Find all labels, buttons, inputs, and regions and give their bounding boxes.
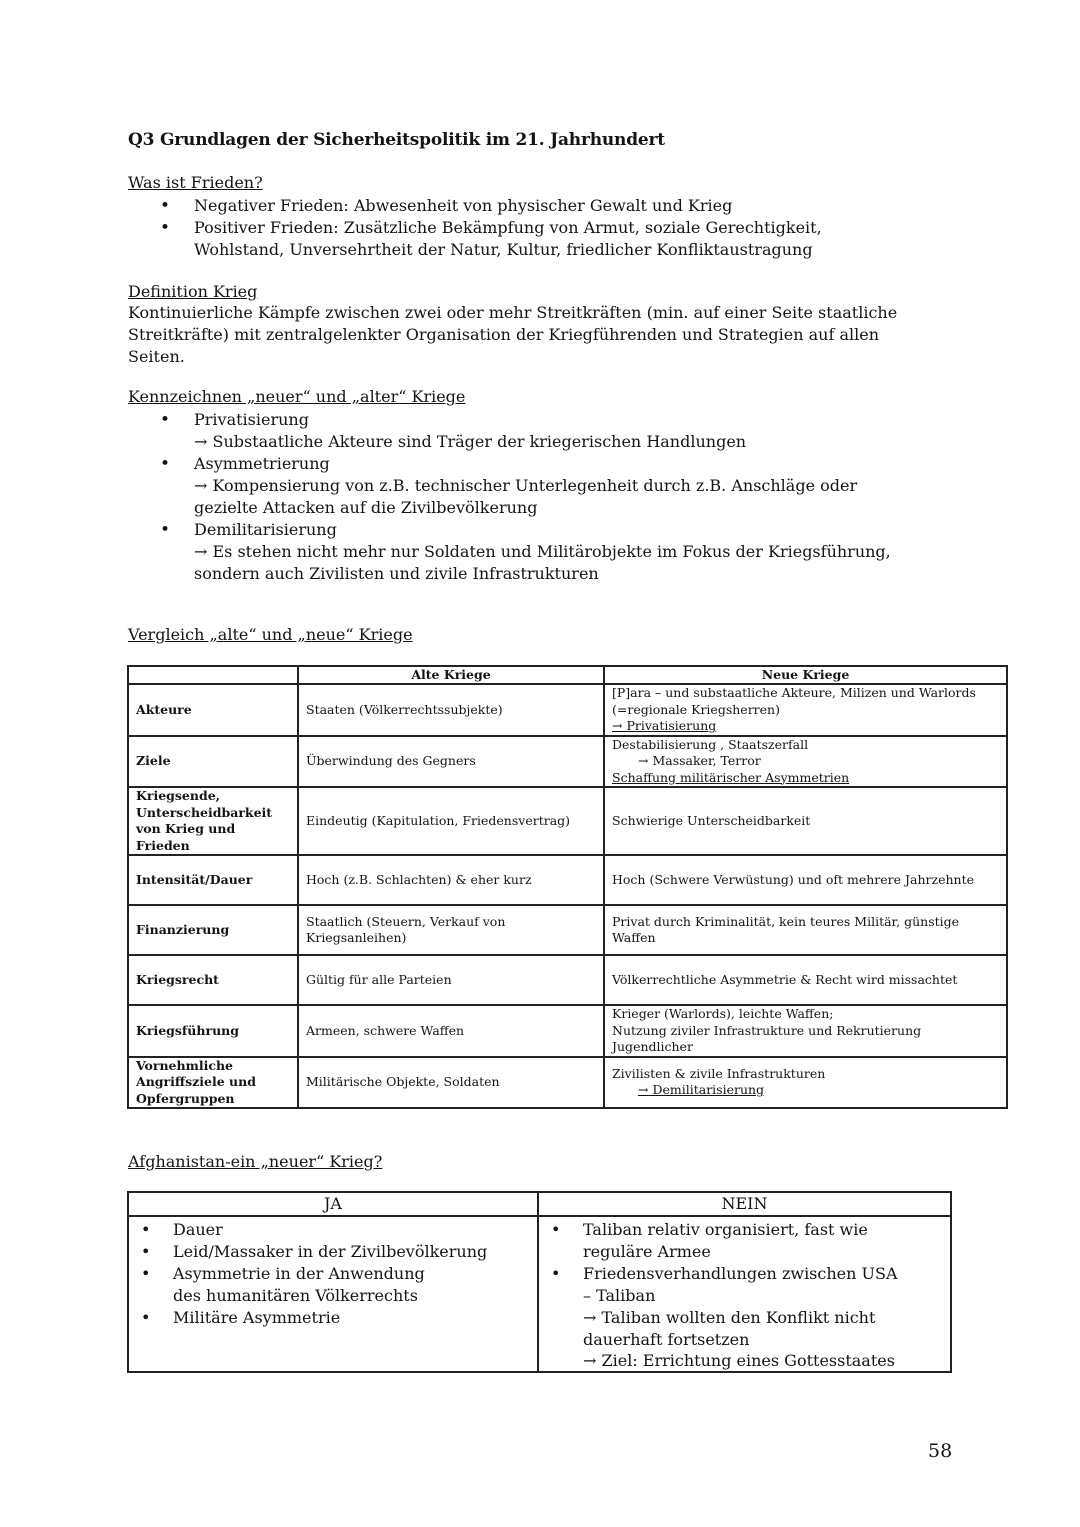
- cell-alt: Überwindung des Gegners: [298, 736, 604, 788]
- cell-line: Schaffung militärischer Asymmetrien: [612, 769, 850, 785]
- cell-alt: Staatlich (Steuern, Verkauf von Kriegsanleihen): [298, 905, 604, 955]
- cell-line: (=regionale Kriegsherren): [612, 701, 780, 717]
- list-item: • Asymmetrie in der Anwendung des humanitären Völkerrechts: [129, 1263, 537, 1307]
- table-row: [128, 787, 1007, 855]
- cell-neu: Privat durch Kriminalität, kein teures Militär, günstige Waffen: [604, 905, 1007, 955]
- cell-alt: Hoch (z.B. Schlachten) & eher kurz: [298, 855, 604, 905]
- row-label: Akteure: [128, 684, 298, 736]
- kennzeichen-label: • Demilitarisierung: [194, 520, 337, 539]
- list-item: [128, 453, 958, 519]
- vergleich-table: [127, 665, 1008, 1109]
- cell-line: → Demilitarisierung: [638, 1082, 765, 1098]
- table-header-empty: [128, 666, 298, 684]
- cell-neu: Völkerrechtliche Asymmetrie & Recht wird missachtet: [604, 955, 1007, 1005]
- nein-text: • Friedensverhandlungen zwischen USA – Taliban: [583, 1264, 898, 1305]
- nein-text: → Ziel: Errichtung eines Gottesstaates: [583, 1351, 895, 1370]
- row-label: Ziele: [128, 736, 298, 788]
- row-label: Kriegsrecht: [128, 955, 298, 1005]
- row-label: Intensität/Dauer: [128, 855, 298, 905]
- cell-neu: Hoch (Schwere Verwüstung) und oft mehrere Jahrzehnte: [604, 855, 1007, 905]
- nein-cell: [538, 1216, 951, 1372]
- list-item: • Militäre Asymmetrie: [129, 1307, 537, 1329]
- row-label: Kriegsführung: [128, 1005, 298, 1057]
- list-item: • Positiver Frieden: Zusätzliche Bekämpfung von Armut, soziale Gerechtigkeit, Wohlstand, Unversehrtheit der Natur, Kultur, friedlicher Konfliktaustragung: [128, 217, 958, 261]
- list-item: • Taliban relativ organisiert, fast wie reguläre Armee: [539, 1219, 950, 1263]
- page-number: 58: [928, 1440, 953, 1462]
- kennzeichen-detail: → Substaatliche Akteure sind Träger der kriegerischen Handlungen: [194, 432, 747, 451]
- ja-cell: [128, 1216, 538, 1372]
- cell-line: Krieger (Warlords), leichte Waffen;: [612, 1006, 834, 1021]
- list-item: [128, 519, 958, 585]
- frieden-heading: Was ist Frieden?: [128, 173, 263, 192]
- table-row: [128, 1005, 1007, 1057]
- vergleich-heading: Vergleich „alte“ und „neue“ Kriege: [128, 625, 413, 644]
- table-row: [128, 736, 1007, 788]
- nein-list: [539, 1219, 950, 1371]
- cell-line: [P]ara – und substaatliche Akteure, Milizen und Warlords: [612, 685, 976, 700]
- table-row: [128, 1057, 1007, 1109]
- krieg-definition: Kontinuierliche Kämpfe zwischen zwei oder mehr Streitkräften (min. auf einer Seite staatliche Streitkräfte) mit zentralgelenkter Organisation der Kriegführenden und Strategien auf allen Seiten.: [128, 303, 898, 366]
- column-ja: JA: [128, 1192, 538, 1216]
- cell-line: → Massaker, Terror: [638, 753, 761, 768]
- table-header-neu: Neue Kriege: [604, 666, 1007, 684]
- cell-alt: Gültig für alle Parteien: [298, 955, 604, 1005]
- kennzeichen-detail: → Kompensierung von z.B. technischer Unterlegenheit durch z.B. Anschläge oder gezielte Attacken auf die Zivilbevölkerung: [194, 476, 858, 517]
- table-header-row: [128, 1192, 951, 1216]
- list-item: • Leid/Massaker in der Zivilbevölkerung: [129, 1241, 537, 1263]
- cell-alt: Eindeutig (Kapitulation, Friedensvertrag): [298, 787, 604, 855]
- table-row: [128, 855, 1007, 905]
- row-label: Finanzierung: [128, 905, 298, 955]
- cell-alt: Staaten (Völkerrechtssubjekte): [298, 684, 604, 736]
- cell-neu: [604, 1057, 1007, 1109]
- kennzeichen-heading: Kennzeichnen „neuer“ und „alter“ Kriege: [128, 387, 466, 406]
- table-row: [128, 684, 1007, 736]
- frieden-list: [128, 195, 958, 261]
- cell-neu: [604, 736, 1007, 788]
- table-row: [128, 955, 1007, 1005]
- list-item: [128, 409, 958, 453]
- page-title: Q3 Grundlagen der Sicherheitspolitik im 21. Jahrhundert: [128, 130, 665, 150]
- cell-neu: [604, 684, 1007, 736]
- kennzeichen-detail: → Es stehen nicht mehr nur Soldaten und Militärobjekte im Fokus der Kriegsführung, sondern auch Zivilisten und zivile Infrastrukturen: [194, 542, 891, 583]
- afghanistan-heading: Afghanistan-ein „neuer“ Krieg?: [128, 1152, 383, 1171]
- cell-alt: Militärische Objekte, Soldaten: [298, 1057, 604, 1109]
- table-header-alt: Alte Kriege: [298, 666, 604, 684]
- list-item: • Dauer: [129, 1219, 537, 1241]
- table-row: [128, 905, 1007, 955]
- kennzeichen-label: • Asymmetrierung: [194, 454, 330, 473]
- kennzeichen-list: [128, 409, 958, 585]
- ja-list: [129, 1219, 537, 1329]
- cell-line: Destabilisierung , Staatszerfall: [612, 736, 809, 752]
- cell-line: Nutzung ziviler Infrastrukture und Rekrutierung Jugendlicher: [612, 1022, 922, 1054]
- cell-neu: Schwierige Unterscheidbarkeit: [604, 787, 1007, 855]
- list-item: [539, 1263, 950, 1371]
- afghanistan-table: [127, 1191, 952, 1373]
- cell-line: → Privatisierung: [612, 718, 717, 733]
- table-header-row: [128, 666, 1007, 684]
- krieg-heading: Definition Krieg: [128, 282, 258, 301]
- kennzeichen-label: • Privatisierung: [194, 410, 309, 429]
- cell-alt: Armeen, schwere Waffen: [298, 1005, 604, 1057]
- nein-text: → Taliban wollten den Konflikt nicht dauerhaft fortsetzen: [583, 1308, 876, 1349]
- cell-neu: [604, 1005, 1007, 1057]
- table-row: [128, 1216, 951, 1372]
- cell-line: Zivilisten & zivile Infrastrukturen: [612, 1065, 826, 1081]
- row-label: Vornehmliche Angriffsziele und Opfergruppen: [128, 1057, 298, 1109]
- row-label: Kriegsende, Unterscheidbarkeit von Krieg und Frieden: [128, 787, 298, 855]
- column-nein: NEIN: [538, 1192, 951, 1216]
- list-item: • Negativer Frieden: Abwesenheit von physischer Gewalt und Krieg: [128, 195, 958, 217]
